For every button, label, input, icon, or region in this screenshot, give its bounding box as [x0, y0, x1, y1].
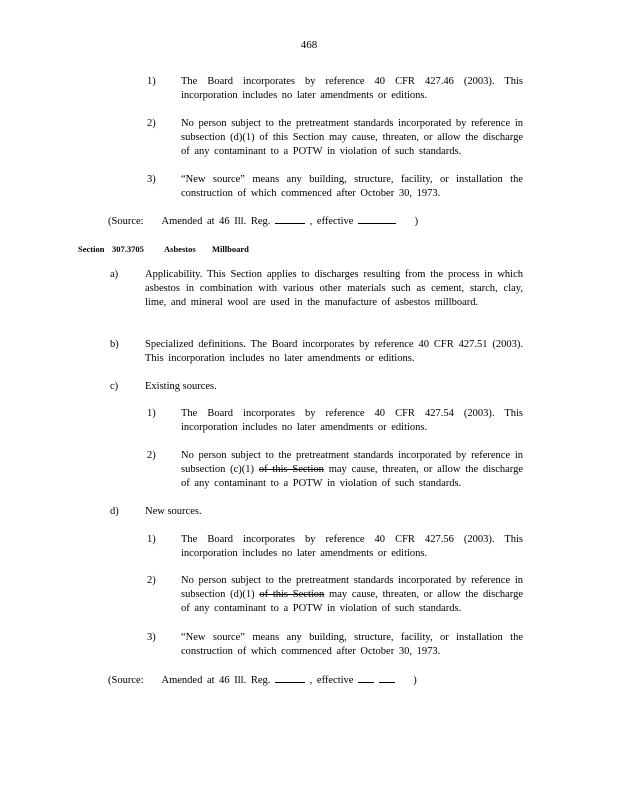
source-close: ) — [414, 216, 419, 227]
item-number: a) — [110, 269, 119, 280]
item-number: 2) — [147, 575, 156, 586]
item-number: 3) — [147, 174, 156, 185]
paragraph: No person subject to the pretreatment standards incorporated by reference in subsection (d)(1) of this Section may cause, threaten, or allow the discharge of any contaminant to a POTW in violation of such standards. — [181, 118, 523, 157]
paragraph: “New source” means any building, structure, facility, or installation the construction of which commenced after October 30, 1973. — [181, 174, 523, 199]
subheading: New sources. — [145, 506, 202, 517]
text-span: may cause, threaten, or allow the discharge of any contaminant to a POTW in violation of such standards. — [181, 589, 523, 614]
source-effective: , effective — [309, 675, 354, 686]
paragraph: The Board incorporates by reference 40 CFR 427.56 (2003). This incorporation includes no later amendments or editions. — [181, 534, 523, 559]
section-title: Asbestos — [164, 244, 196, 254]
paragraph: The Board incorporates by reference 40 CFR 427.46 (2003). This incorporation includes no later amendments or editions. — [181, 76, 523, 101]
paragraph: Applicability. This Section applies to discharges resulting from the process in which asbestos in combination with various other materials such as cement, starch, clay, lime, and mineral wool are used in the manufacture of asbestos millboard. — [145, 269, 523, 308]
paragraph — [181, 574, 523, 616]
subheading: Existing sources. — [145, 381, 217, 392]
text-span: No person subject to the pretreatment standards incorporated by reference in subsection (d)(1) — [181, 575, 523, 600]
source-effective: , effective — [309, 216, 354, 227]
item-number: 3) — [147, 632, 156, 643]
paragraph — [181, 449, 523, 491]
source-label: (Source: — [108, 216, 144, 227]
paragraph: Specialized definitions. The Board incorporates by reference 40 CFR 427.51 (2003). This incorporation includes no later amendments or editions. — [145, 339, 523, 364]
blank-line — [275, 672, 305, 683]
blank-line — [358, 672, 374, 683]
struck-text: of this Section — [258, 464, 324, 475]
item-number: 1) — [147, 408, 156, 419]
item-number: 2) — [147, 450, 156, 461]
blank-line — [275, 213, 305, 224]
source-label: (Source: — [108, 675, 144, 686]
source-close: ) — [413, 675, 417, 686]
item-number: 1) — [147, 76, 156, 87]
item-number: d) — [110, 506, 119, 517]
text-span: may cause, threaten, or allow the discharge of any contaminant to a POTW in violation of such standards. — [181, 464, 523, 489]
source-text: Amended at 46 Ill. Reg. — [161, 675, 271, 686]
source-note — [108, 672, 417, 688]
paragraph: The Board incorporates by reference 40 CFR 427.54 (2003). This incorporation includes no later amendments or editions. — [181, 408, 523, 433]
item-number: c) — [110, 381, 119, 392]
source-text: Amended at 46 Ill. Reg. — [161, 216, 271, 227]
item-number: 1) — [147, 534, 156, 545]
item-number: 2) — [147, 118, 156, 129]
page-number: 468 — [300, 39, 318, 51]
item-number: b) — [110, 339, 119, 350]
section-number: 307.3705 — [112, 244, 144, 254]
struck-text: of this Section — [259, 589, 325, 600]
paragraph: “New source” means any building, structure, facility, or installation the construction of which commenced after October 30, 1973. — [181, 632, 523, 657]
source-note — [108, 213, 418, 229]
blank-line — [379, 672, 395, 683]
text-span: No person subject to the pretreatment standards incorporated by reference in subsection (c)(1) — [181, 450, 523, 475]
section-label: Section — [78, 244, 105, 254]
section-title: Millboard — [212, 244, 249, 254]
blank-line — [358, 213, 396, 224]
